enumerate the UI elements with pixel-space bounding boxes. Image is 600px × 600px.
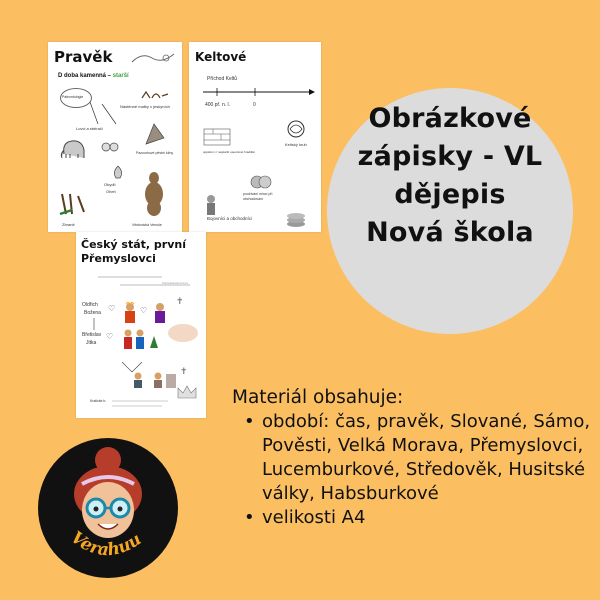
weapons-icon: [58, 190, 88, 223]
mammoth-icon: [58, 136, 88, 167]
brick-wall-icon: [203, 128, 231, 151]
headline-line4: Nová škola: [366, 217, 534, 248]
label-lovci-a-sberaci: Lovci a sběrači: [76, 126, 103, 131]
list-item-text: velikosti A4: [262, 507, 366, 528]
label-400-pr-n-l: 400 př. n. l.: [205, 102, 231, 108]
subtitle-doba-kamenna: D doba kamenná –: [58, 73, 112, 79]
bullet-icon: •: [244, 507, 255, 528]
label-bojovnici: Bojovníci a obchodníci: [207, 216, 253, 221]
queen-figure-icon: [152, 302, 168, 329]
worksheet-title: Keltové: [195, 50, 247, 64]
label-pestni-klin: Pazourkové pěstní klíny: [136, 151, 174, 155]
heart-icon: ♡: [106, 332, 114, 341]
headline: [327, 100, 573, 252]
label-prichod-keltu: Příchod Keltů: [207, 76, 238, 82]
signature-text: Verahuu: [66, 527, 146, 561]
avatar-illustration: [38, 438, 178, 578]
label-oppidum: oppidum = nejstarší opevněné hradiště: [203, 150, 255, 154]
label-pouzivani-minci: používání mincí při obchodování: [243, 192, 273, 201]
venus-icon: [140, 170, 168, 223]
label-oldrich: Oldřich: [82, 302, 98, 308]
label-ohen: Oheň: [106, 189, 116, 194]
worksheet-pravek: [48, 42, 182, 232]
label-bozena: Božena: [84, 310, 101, 316]
info-heading: Materiál obsahuje:: [232, 387, 404, 408]
heart-icon: ♡: [140, 306, 148, 315]
celtic-knot-icon: [285, 118, 307, 145]
label-zbrane: Zbraně: [62, 222, 75, 227]
label-nastenne-malby: Nástěnné malby v jeskyních: [120, 104, 170, 109]
headline-line3: dějepis: [394, 179, 506, 210]
label-venuse: Věstonická Venuše: [132, 223, 162, 227]
subtitle-starsi: starší: [112, 73, 129, 79]
header-doodle: [130, 48, 176, 66]
headline-line1: Obrázkové: [368, 103, 532, 134]
list-item-text: období: čas, pravěk, Slované, Sámo, Pověsti, Velká Morava, Přemyslovci, Lucemburkové, Středověk, Husitské války, Habsburkové: [262, 411, 591, 504]
list-item: [244, 506, 592, 530]
cross-icon: ✝: [180, 366, 188, 376]
crown-icon: [176, 384, 198, 405]
avatar-logo: [38, 438, 178, 578]
king-figure-icon: [122, 302, 138, 329]
speech-note: [168, 324, 198, 342]
list-item: [244, 410, 592, 506]
worksheet-title-line1: Český stát, první: [81, 238, 186, 251]
hand-axe-icon: [142, 122, 168, 153]
label-paleontologie: Paleontologie: [62, 95, 84, 99]
label-jitka: Jitka: [86, 340, 97, 346]
worksheet-title-line2: Přemyslovci: [81, 252, 156, 265]
label-svatovaclavska-koruna: Svatováclavská koruna: [162, 282, 188, 285]
coin-stack-icon: [285, 210, 307, 232]
label-kralicke-bible: Kralické b.: [90, 399, 107, 403]
faint-text-lines: [112, 398, 172, 416]
worksheet-keltove: [189, 42, 321, 232]
bullet-icon: •: [244, 411, 255, 432]
label-bretislav: Břetislav: [82, 332, 102, 338]
kings-figures-icon: [122, 328, 158, 355]
content-info: [232, 386, 592, 530]
info-list: [232, 410, 592, 530]
cross-icon: ✝: [176, 296, 184, 306]
label-zero: 0: [253, 102, 256, 108]
label-keltsky-kruh: Keltský kruh: [285, 142, 307, 147]
more-figures-icon: [118, 362, 178, 393]
worksheet-premyslovci: [76, 232, 206, 418]
label-obydli: Obydlí: [104, 182, 116, 187]
worksheet-title: Pravěk: [54, 48, 113, 66]
headline-line2: zápisky - VL: [357, 141, 543, 172]
heart-icon: ♡: [108, 304, 116, 313]
berries-icon: [100, 138, 122, 161]
